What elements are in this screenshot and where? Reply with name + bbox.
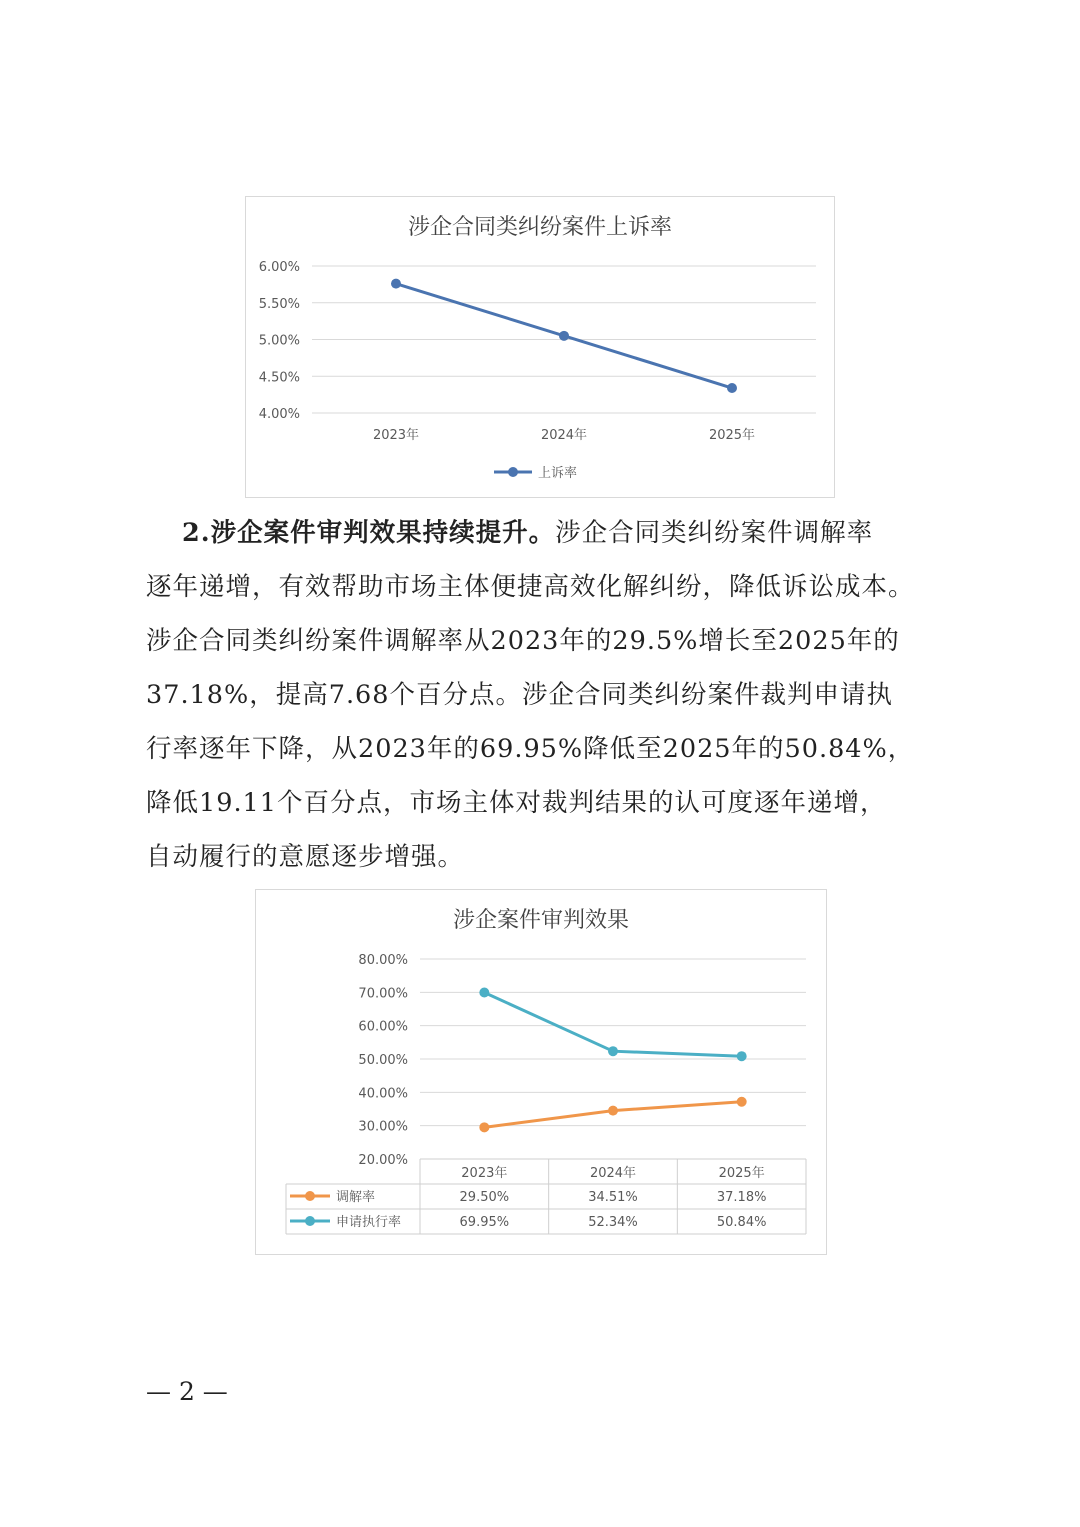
y-tick-label: 20.00% [358,1153,408,1168]
data-point [391,279,401,289]
y-tick-label: 4.50% [258,370,300,386]
paragraph-line: 行率逐年下降，从2023年的69.95%降低至2025年的50.84%， [146,734,915,764]
data-point [737,1051,747,1061]
x-tick-label: 2024年 [540,428,588,443]
legend-swatch-marker [508,467,518,477]
body-paragraph [146,506,946,884]
data-point [479,988,489,998]
data-point [559,331,569,341]
legend-label: 调解率 [336,1190,376,1205]
paragraph-line: 自动履行的意愿逐步增强。 [146,842,465,872]
y-tick-label: 60.00% [358,1019,408,1035]
data-table-cell: 52.34% [588,1215,638,1230]
data-table-cell: 69.95% [459,1215,510,1230]
x-tick-label: 2024年 [589,1166,637,1181]
trial-effect-chart-svg [256,890,825,1253]
y-tick-label: 40.00% [358,1086,408,1102]
paragraph-line [146,506,946,560]
appeal-rate-chart [245,196,835,498]
x-tick-label: 2023年 [372,428,420,443]
data-table-cell: 29.50% [459,1190,510,1205]
paragraph-line: 降低19.11个百分点，市场主体对裁判结果的认可度逐年递增， [146,788,887,818]
y-tick-label: 70.00% [358,986,408,1002]
data-point [608,1106,618,1116]
y-tick-label: 5.50% [258,296,300,312]
data-point [737,1097,747,1107]
page-number: — 2 — [146,1377,228,1406]
section-heading: 2.涉企案件审判效果持续提升。 [182,518,556,548]
x-tick-label: 2023年 [461,1166,508,1181]
chart-title: 涉企案件审判效果 [452,908,630,933]
data-table-cell: 37.18% [716,1190,767,1205]
data-table-cell: 34.51% [588,1190,638,1205]
y-tick-label: 50.00% [358,1053,408,1068]
data-point [479,1122,489,1132]
paragraph-line: 37.18%，提高7.68个百分点。涉企合同类纠纷案件裁判申请执 [146,680,894,710]
y-tick-label: 6.00% [258,260,300,275]
appeal-rate-chart-svg [246,197,833,496]
y-tick-label: 4.00% [258,407,300,422]
y-tick-label: 30.00% [358,1119,408,1135]
data-point [727,383,737,393]
data-point [608,1046,618,1056]
trial-effect-chart [255,889,827,1255]
data-table-cell: 50.84% [716,1215,767,1230]
paragraph-text: 涉企合同类纠纷案件调解率 [555,518,874,548]
y-tick-label: 5.00% [258,333,300,349]
chart-title: 涉企合同类纠纷案件上诉率 [407,215,673,240]
legend-swatch-marker [305,1216,315,1226]
legend-swatch-marker [305,1191,315,1201]
paragraph-line: 逐年递增，有效帮助市场主体便捷高效化解纠纷，降低诉讼成本。 [146,572,915,602]
x-tick-label: 2025年 [708,428,756,443]
legend-label: 上诉率 [538,466,578,481]
y-tick-label: 80.00% [358,953,408,968]
paragraph-line: 涉企合同类纠纷案件调解率从2023年的29.5%增长至2025年的 [146,626,900,656]
legend-label: 申请执行率 [336,1215,402,1230]
x-tick-label: 2025年 [718,1166,765,1181]
